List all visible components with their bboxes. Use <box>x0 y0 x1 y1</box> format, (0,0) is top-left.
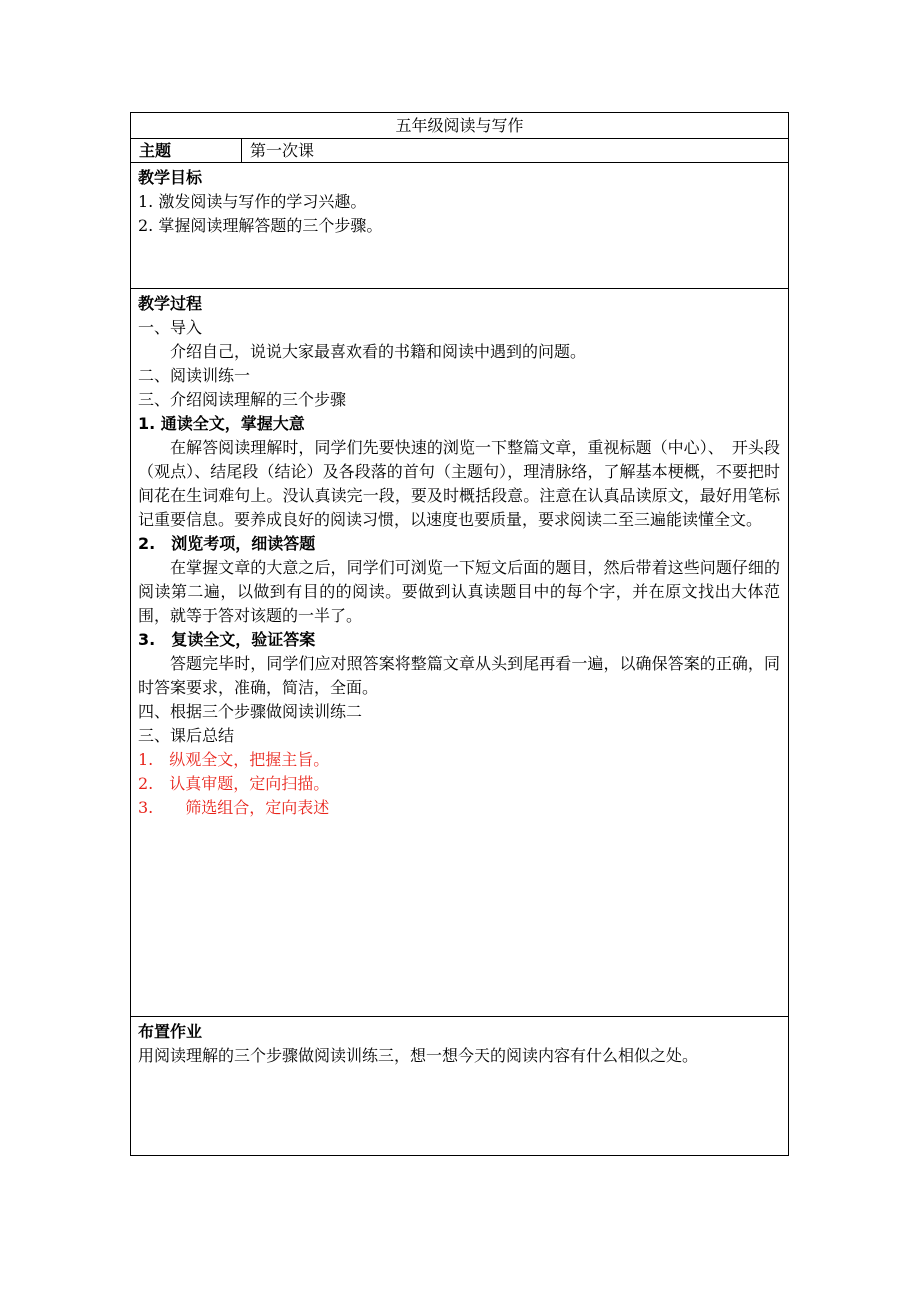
step2-text: 在掌握文章的大意之后，同学们可浏览一下短文后面的题目，然后带着这些问题仔细的阅读第二遍，以做到有目的的阅读。要做到认真读题目中的每个字，并在原文找出大体范围，就等于答对该题的一半了。 <box>138 558 780 625</box>
section-summary: 三、课后总结 <box>138 726 235 745</box>
summary-item: 2. 认真审题，定向扫描。 <box>138 774 330 793</box>
section-intro: 一、导入 <box>138 318 203 337</box>
section-three-steps: 三、介绍阅读理解的三个步骤 <box>138 390 347 409</box>
step3-text: 答题完毕时，同学们应对照答案将整篇文章从头到尾再看一遍，以确保答案的正确，同时答案要求，准确，简洁，全面。 <box>138 654 780 697</box>
goal-item: 2. 掌握阅读理解答题的三个步骤。 <box>138 216 383 235</box>
lesson-plan-table <box>130 112 789 1156</box>
goals-section <box>131 162 788 288</box>
homework-heading: 布置作业 <box>138 1022 203 1041</box>
process-section <box>131 288 788 1016</box>
table-title: 五年级阅读与写作 <box>395 116 524 135</box>
goal-item: 1. 激发阅读与写作的学习兴趣。 <box>138 192 367 211</box>
intro-text: 介绍自己，说说大家最喜欢看的书籍和阅读中遇到的问题。 <box>170 342 587 361</box>
step2-title: 2. 浏览考项，细读答题 <box>138 534 316 553</box>
topic-row <box>131 138 788 162</box>
step1-title: 1. 通读全文，掌握大意 <box>138 414 305 433</box>
step1-text: 在解答阅读理解时，同学们先要快速的浏览一下整篇文章，重视标题（中心）、 开头段（观点）、结尾段（结论）及各段落的首句（主题句），理清脉络，了解基本梗概，不要把时间花在生词难句上。没认真读完一段，要及时概括段意。注意在认真品读原文，最好用笔标记重要信息。要养成良好的阅读习惯，以速度也要质量，要求阅读二至三遍能读懂全文。 <box>138 438 780 529</box>
homework-text: 用阅读理解的三个步骤做阅读训练三，想一想今天的阅读内容有什么相似之处。 <box>138 1046 699 1065</box>
section-practice-one: 二、阅读训练一 <box>138 366 251 385</box>
summary-item: 1. 纵观全文，把握主旨。 <box>138 750 330 769</box>
section-practice-two: 四、根据三个步骤做阅读训练二 <box>138 702 363 721</box>
summary-item: 3. 筛选组合，定向表述 <box>138 798 330 817</box>
topic-label: 主题 <box>131 139 242 163</box>
topic-value: 第一次课 <box>250 141 315 160</box>
process-heading: 教学过程 <box>138 294 203 313</box>
goals-heading: 教学目标 <box>138 168 203 187</box>
step3-title: 3. 复读全文，验证答案 <box>138 630 316 649</box>
homework-section <box>131 1016 788 1155</box>
